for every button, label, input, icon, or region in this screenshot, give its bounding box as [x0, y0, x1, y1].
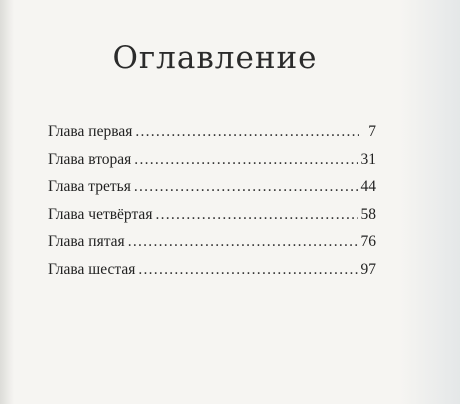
toc-dot-leader [134, 178, 358, 196]
toc-entry-label: Глава четвёртая [48, 205, 153, 223]
toc-entry-label: Глава первая [48, 123, 133, 140]
toc-entry [48, 261, 376, 289]
toc-entry [48, 151, 376, 179]
page-title: Оглавление [112, 40, 318, 76]
toc-entry [48, 123, 376, 151]
toc-entry [48, 206, 376, 234]
toc-entry [48, 233, 376, 261]
toc-entry-page: 58 [360, 205, 376, 223]
toc-entry-label: Глава третья [48, 178, 131, 196]
toc-dot-leader [135, 123, 359, 141]
toc-entry-label: Глава пятая [48, 233, 125, 251]
toc-dot-leader [128, 233, 358, 251]
toc-entry-page: 44 [360, 178, 376, 196]
toc-entry-page: 7 [368, 123, 376, 140]
toc-entry-page: 76 [360, 233, 376, 251]
toc-entry-page: 97 [360, 260, 376, 278]
toc-dot-leader [138, 261, 357, 279]
toc-entry-page: 31 [360, 150, 376, 168]
toc-entry-label: Глава вторая [48, 150, 132, 168]
toc-dot-leader [134, 151, 357, 169]
table-of-contents [48, 123, 376, 289]
toc-entry-label: Глава шестая [48, 260, 136, 278]
toc-dot-leader [155, 206, 357, 224]
toc-entry [48, 178, 376, 206]
